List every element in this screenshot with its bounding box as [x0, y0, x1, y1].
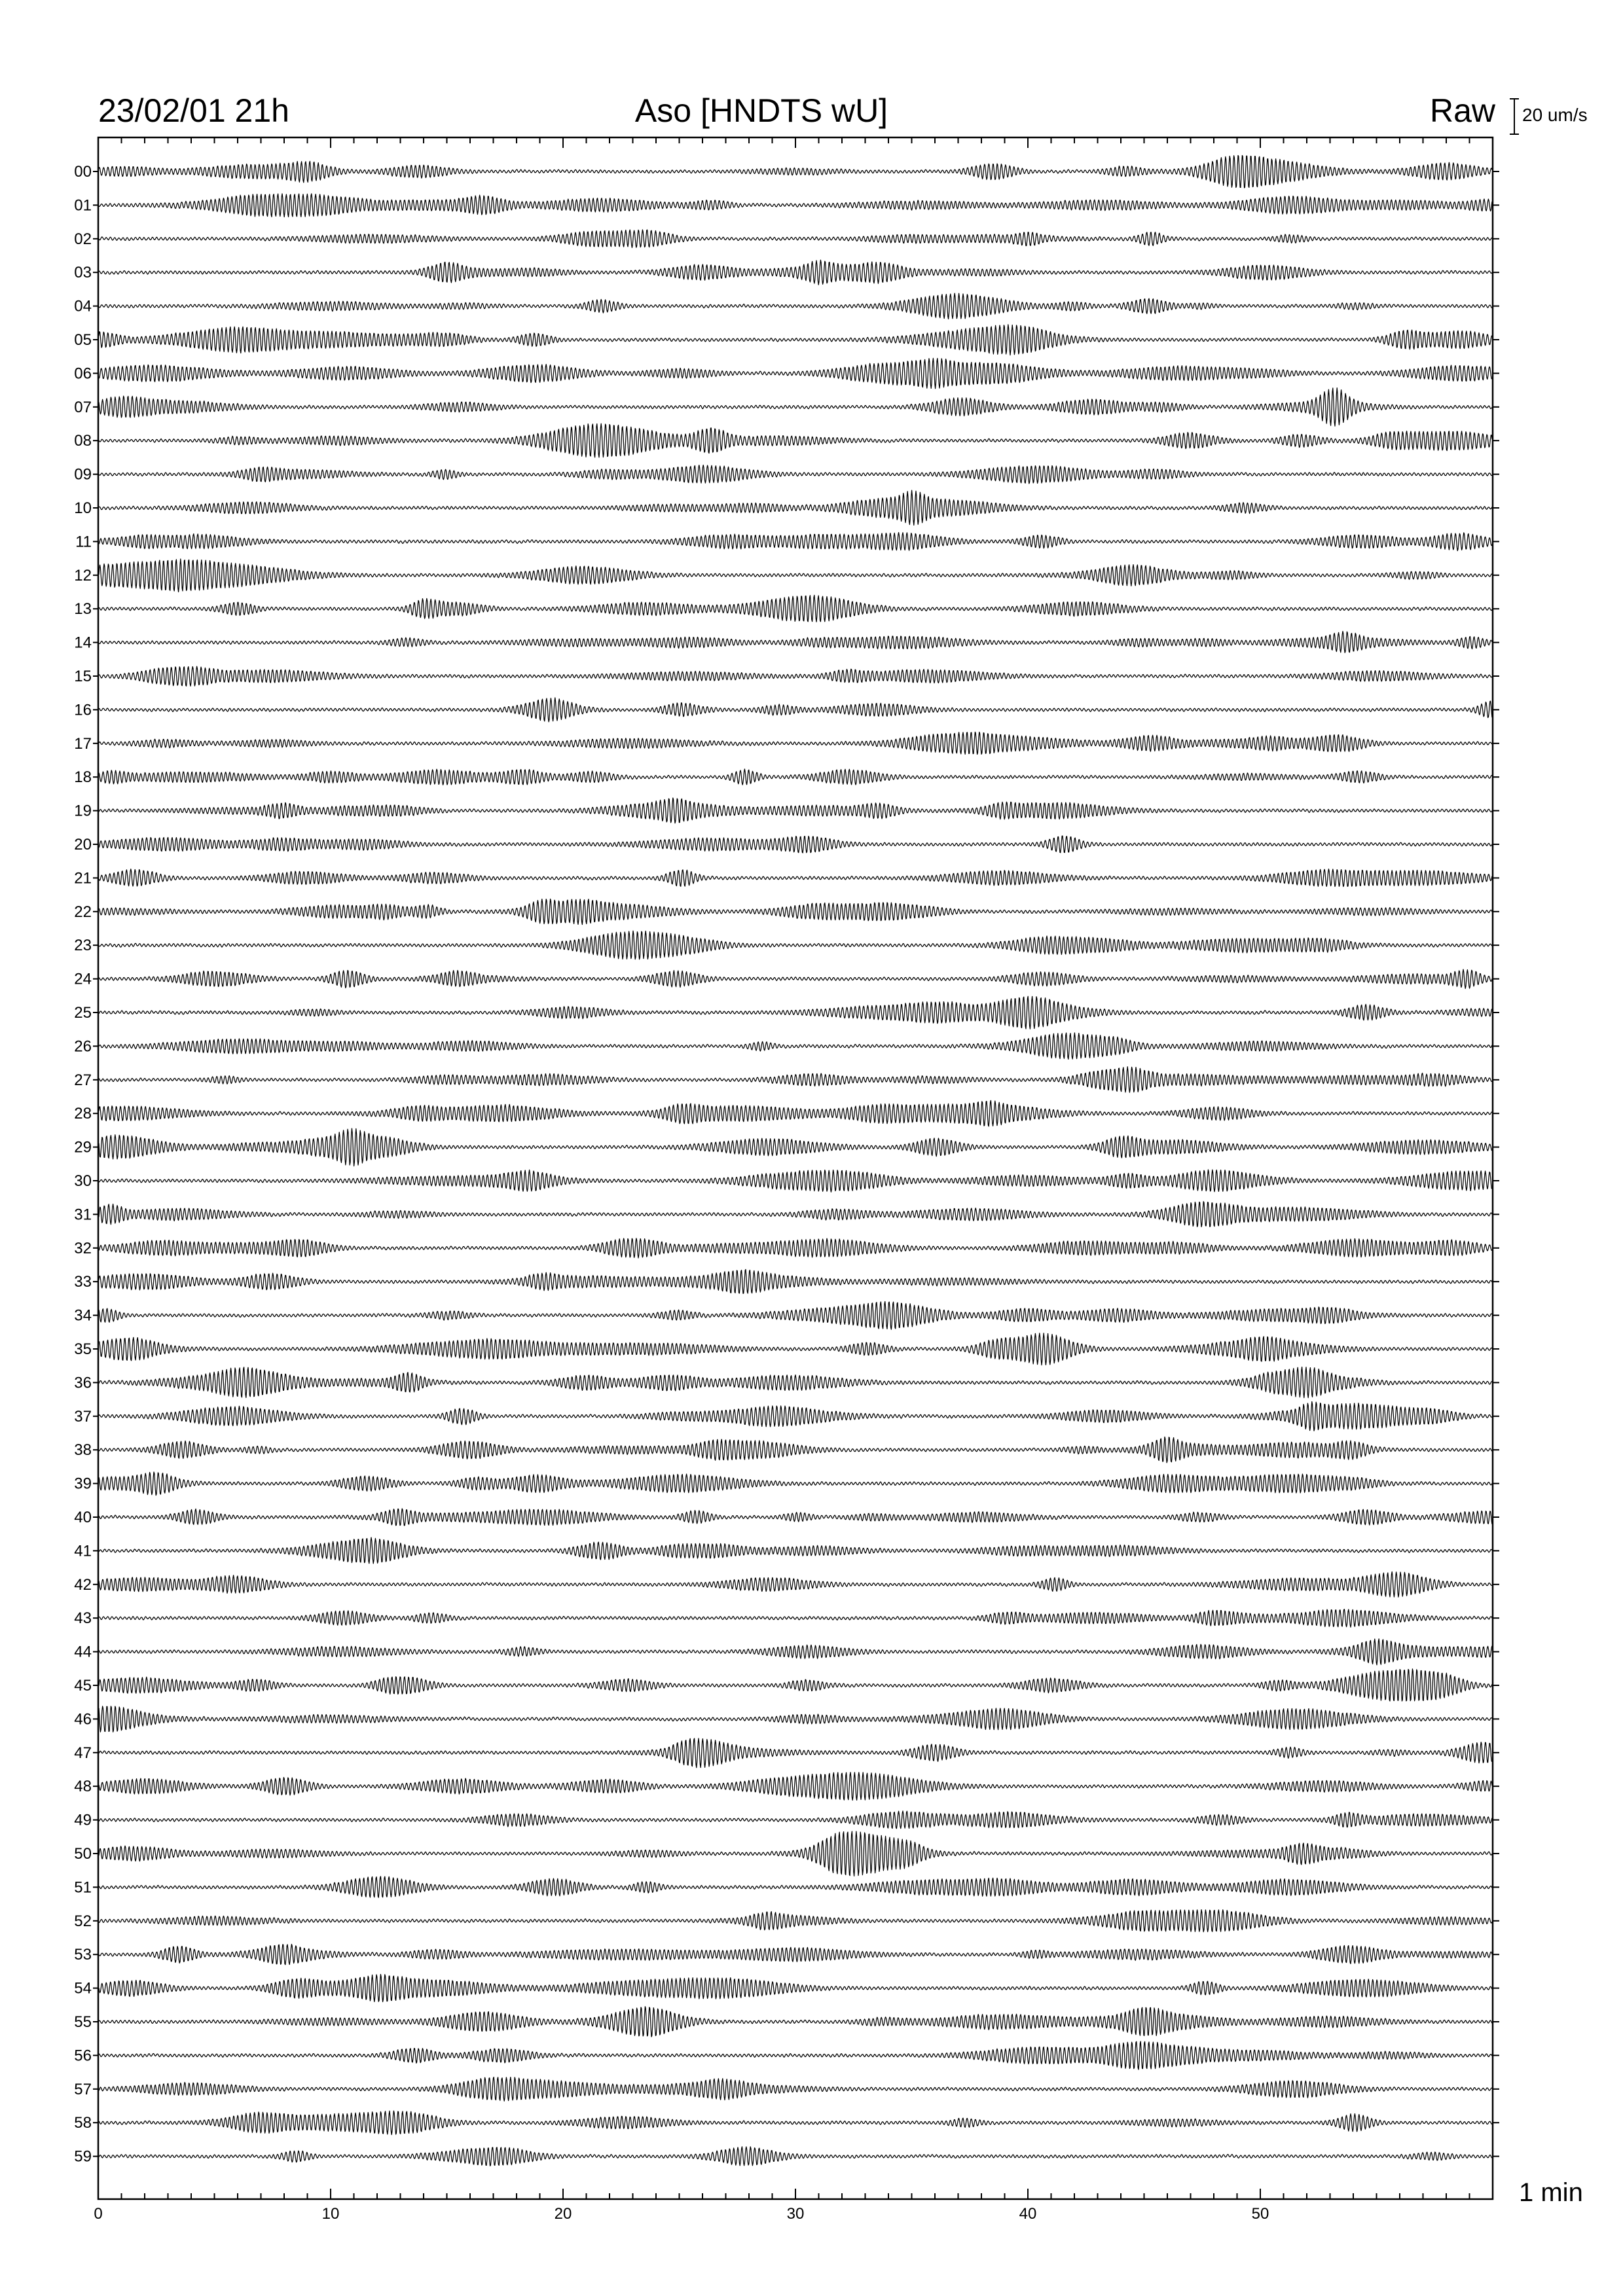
- x-tick-label: 10: [321, 2205, 340, 2223]
- row-label: 53: [74, 1946, 92, 1964]
- row-label: 10: [74, 499, 92, 517]
- seismic-trace-47: [99, 1738, 1492, 1768]
- row-label: 11: [75, 533, 92, 551]
- row-label: 25: [74, 1004, 92, 1022]
- row-label: 42: [74, 1575, 92, 1594]
- seismic-trace-43: [99, 1609, 1492, 1627]
- row-label: 14: [74, 634, 92, 652]
- row-label: 56: [74, 2047, 92, 2065]
- seismic-trace-45: [99, 1669, 1492, 1701]
- row-label: 05: [74, 331, 92, 349]
- seismic-trace-54: [99, 1975, 1492, 2002]
- seismic-trace-50: [99, 1831, 1492, 1876]
- row-label: 09: [74, 465, 92, 484]
- row-label: 49: [74, 1811, 92, 1829]
- seismic-trace-03: [99, 260, 1492, 285]
- row-label: 02: [74, 230, 92, 248]
- amplitude-scale-label: 20 um/s: [1522, 105, 1588, 125]
- seismic-trace-35: [99, 1333, 1492, 1365]
- seismic-trace-33: [99, 1270, 1492, 1294]
- seismic-trace-32: [99, 1238, 1492, 1258]
- seismic-trace-49: [99, 1811, 1492, 1829]
- row-label: 50: [74, 1845, 92, 1863]
- trace-group: [99, 155, 1492, 2166]
- seismic-trace-48: [99, 1772, 1492, 1801]
- seismic-trace-46: [99, 1706, 1492, 1732]
- row-label: 40: [74, 1509, 92, 1526]
- row-label: 55: [74, 2013, 92, 2031]
- x-tick-label: 20: [554, 2205, 572, 2223]
- seismic-trace-07: [99, 388, 1492, 426]
- seismic-trace-44: [99, 1639, 1492, 1665]
- seismic-trace-11: [99, 533, 1492, 551]
- seismic-trace-39: [99, 1472, 1492, 1496]
- seismic-trace-57: [99, 2077, 1492, 2102]
- row-label: 44: [74, 1643, 92, 1661]
- row-label: 07: [74, 398, 92, 416]
- row-label: 18: [74, 768, 92, 787]
- row-label: 03: [74, 264, 92, 282]
- seismic-trace-20: [99, 836, 1492, 853]
- seismic-trace-09: [99, 465, 1492, 483]
- seismic-trace-53: [99, 1945, 1492, 1965]
- seismic-trace-08: [99, 423, 1492, 457]
- row-label: 51: [74, 1878, 92, 1897]
- seismic-trace-31: [99, 1202, 1492, 1227]
- row-label: 24: [74, 970, 92, 988]
- row-label: 22: [74, 903, 92, 921]
- seismic-trace-00: [99, 155, 1492, 188]
- axis-ticks: [93, 137, 1499, 2199]
- seismic-trace-21: [99, 869, 1492, 887]
- row-label: 16: [74, 701, 92, 719]
- mode-label: Raw: [1429, 92, 1495, 129]
- seismic-trace-01: [99, 194, 1492, 217]
- seismic-trace-24: [99, 969, 1492, 988]
- seismic-trace-29: [99, 1128, 1492, 1166]
- seismic-trace-02: [99, 230, 1492, 247]
- seismic-trace-36: [99, 1367, 1492, 1398]
- row-label: 37: [74, 1407, 92, 1426]
- row-label: 00: [74, 163, 92, 181]
- datetime-title: 23/02/01 21h: [98, 92, 289, 129]
- row-label: 31: [74, 1206, 92, 1224]
- row-label: 27: [74, 1071, 92, 1089]
- seismic-trace-38: [99, 1437, 1492, 1463]
- axis-labels: [74, 163, 1269, 2223]
- row-label: 12: [74, 566, 92, 584]
- seismic-trace-15: [99, 666, 1492, 686]
- row-label: 06: [74, 365, 92, 383]
- x-tick-label: 0: [94, 2205, 103, 2223]
- seismic-trace-14: [99, 632, 1492, 653]
- row-label: 30: [74, 1172, 92, 1190]
- row-label: 08: [74, 432, 92, 450]
- seismic-trace-19: [99, 798, 1492, 823]
- row-label: 04: [74, 297, 92, 315]
- row-label: 19: [74, 802, 92, 820]
- row-label: 59: [74, 2147, 92, 2166]
- row-label: 36: [74, 1374, 92, 1392]
- seismic-trace-28: [99, 1100, 1492, 1126]
- seismic-trace-27: [99, 1067, 1492, 1092]
- seismic-trace-18: [99, 769, 1492, 785]
- seismic-trace-55: [99, 2007, 1492, 2037]
- seismic-trace-41: [99, 1537, 1492, 1564]
- seismic-trace-13: [99, 595, 1492, 622]
- seismic-trace-04: [99, 293, 1492, 319]
- row-label: 32: [74, 1239, 92, 1257]
- seismic-trace-58: [99, 2111, 1492, 2134]
- seismic-trace-06: [99, 358, 1492, 388]
- row-label: 23: [74, 937, 92, 955]
- seismic-trace-34: [99, 1302, 1492, 1330]
- seismic-trace-42: [99, 1571, 1492, 1597]
- row-label: 47: [74, 1744, 92, 1762]
- row-label: 46: [74, 1710, 92, 1729]
- row-label: 17: [74, 734, 92, 753]
- seismic-trace-37: [99, 1401, 1492, 1431]
- row-label: 26: [74, 1037, 92, 1056]
- x-axis-unit-label: 1 min: [1519, 2178, 1583, 2207]
- seismic-trace-16: [99, 698, 1492, 722]
- seismic-trace-23: [99, 931, 1492, 959]
- x-tick-label: 50: [1251, 2205, 1269, 2223]
- row-label: 54: [74, 1979, 92, 1998]
- row-label: 38: [74, 1441, 92, 1460]
- row-label: 20: [74, 836, 92, 853]
- seismic-trace-52: [99, 1910, 1492, 1932]
- seismic-trace-05: [99, 325, 1492, 355]
- seismic-trace-51: [99, 1876, 1492, 1897]
- seismic-trace-56: [99, 2041, 1492, 2070]
- row-label: 34: [74, 1306, 92, 1325]
- seismic-trace-40: [99, 1509, 1492, 1526]
- row-label: 48: [74, 1778, 92, 1796]
- row-label: 57: [74, 2080, 92, 2098]
- row-label: 28: [74, 1105, 92, 1123]
- x-tick-label: 40: [1019, 2205, 1037, 2223]
- row-label: 29: [74, 1138, 92, 1157]
- row-label: 35: [74, 1340, 92, 1358]
- seismic-trace-10: [99, 490, 1492, 525]
- seismic-trace-25: [99, 996, 1492, 1029]
- seismic-trace-59: [99, 2147, 1492, 2166]
- station-title: Aso [HNDTS wU]: [634, 92, 888, 129]
- row-label: 58: [74, 2114, 92, 2132]
- row-label: 01: [74, 196, 92, 215]
- row-label: 33: [74, 1273, 92, 1291]
- seismic-trace-17: [99, 732, 1492, 754]
- row-label: 15: [74, 668, 92, 685]
- seismic-trace-22: [99, 899, 1492, 925]
- x-tick-label: 30: [786, 2205, 805, 2223]
- row-label: 45: [74, 1677, 92, 1695]
- row-label: 52: [74, 1912, 92, 1930]
- row-label: 39: [74, 1475, 92, 1493]
- row-label: 21: [74, 869, 92, 888]
- seismic-trace-30: [99, 1170, 1492, 1192]
- seismic-trace-12: [99, 559, 1492, 592]
- row-label: 41: [74, 1542, 92, 1560]
- row-label: 43: [74, 1609, 92, 1628]
- row-label: 13: [74, 600, 92, 619]
- seismic-trace-26: [99, 1033, 1492, 1059]
